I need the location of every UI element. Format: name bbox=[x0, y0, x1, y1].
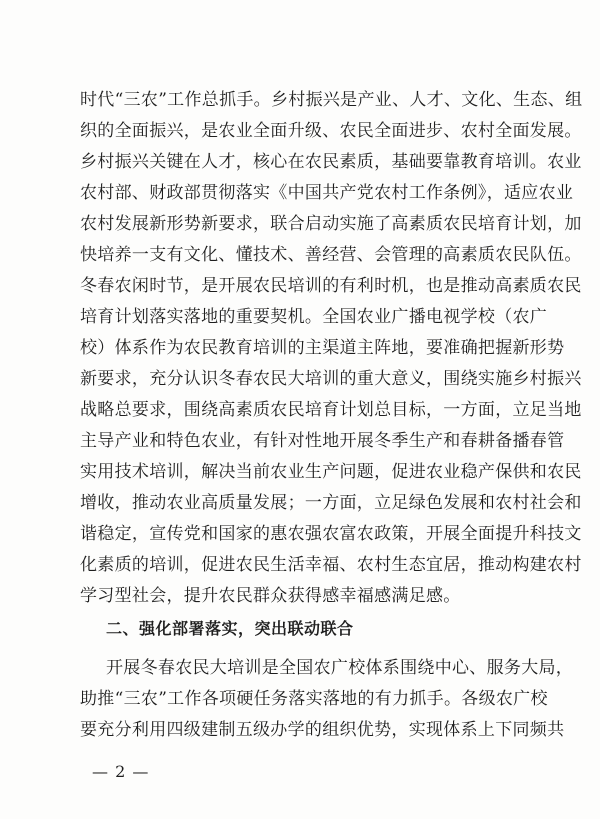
body-line-8: 培育计划落实落地的重要契机。全国农业广播电视学校（农广 bbox=[80, 307, 548, 327]
body-line-16: 化素质的培训，促进农民生活幸福、农村生态宜居，推动构建农村 bbox=[80, 555, 582, 575]
body-line-5: 农村发展新形势新要求，联合启动实施了高素质农民培育计划，加 bbox=[80, 214, 582, 234]
body-line-17: 学习型社会，提升农民群众获得感幸福感满足感。 bbox=[80, 586, 461, 606]
body-line-15: 谐稳定，宣传党和国家的惠农强农富农政策，开展全面提升科技文 bbox=[80, 524, 582, 544]
body-line-20: 要充分利用四级建制五级办学的组织优势，实现体系上下同频共 bbox=[80, 720, 565, 740]
body-line-7: 冬春农闲时节，是开展农民培训的有利时机，也是推动高素质农民 bbox=[80, 276, 582, 296]
body-line-10: 新要求，充分认识冬春农民大培训的重大意义，围绕实施乡村振兴 bbox=[80, 369, 582, 389]
body-line-3: 乡村振兴关键在人才，核心在农民素质，基础要靠教育培训。农业 bbox=[80, 152, 582, 172]
body-line-2: 织的全面振兴，是农业全面升级、农民全面进步、农村全面发展。 bbox=[80, 121, 582, 141]
body-line-13: 实用技术培训，解决当前农业生产问题，促进农业稳产保供和农民 bbox=[80, 462, 582, 482]
body-line-4: 农村部、财政部贯彻落实《中国共产党农村工作条例》，适应农业 bbox=[80, 183, 574, 203]
body-line-9: 校）体系作为农民教育培训的主渠道主阵地，要准确把握新形势 bbox=[80, 338, 565, 358]
body-line-12: 主导产业和特色农业，有针对性地开展冬季生产和春耕备播春管 bbox=[80, 431, 565, 451]
body-line-18: 开展冬春农民大培训是全国农广校体系围绕中心、服务大局， bbox=[106, 658, 574, 678]
page-number: — 2 — bbox=[92, 762, 150, 781]
body-line-11: 战略总要求，围绕高素质农民培育计划总目标，一方面，立足当地 bbox=[80, 400, 582, 420]
section-heading: 二、强化部署落实，突出联动联合 bbox=[106, 619, 354, 638]
body-line-1: 时代“三农”工作总抓手。乡村振兴是产业、人才、文化、生态、组 bbox=[80, 90, 583, 110]
body-line-19: 助推“三农”工作各项硬任务落实落地的有力抓手。各级农广校 bbox=[80, 689, 548, 709]
body-line-14: 增收，推动农业高质量发展；一方面，立足绿色发展和农村社会和 bbox=[80, 493, 582, 513]
body-line-6: 快培养一支有文化、懂技术、善经营、会管理的高素质农民队伍。 bbox=[80, 245, 582, 265]
